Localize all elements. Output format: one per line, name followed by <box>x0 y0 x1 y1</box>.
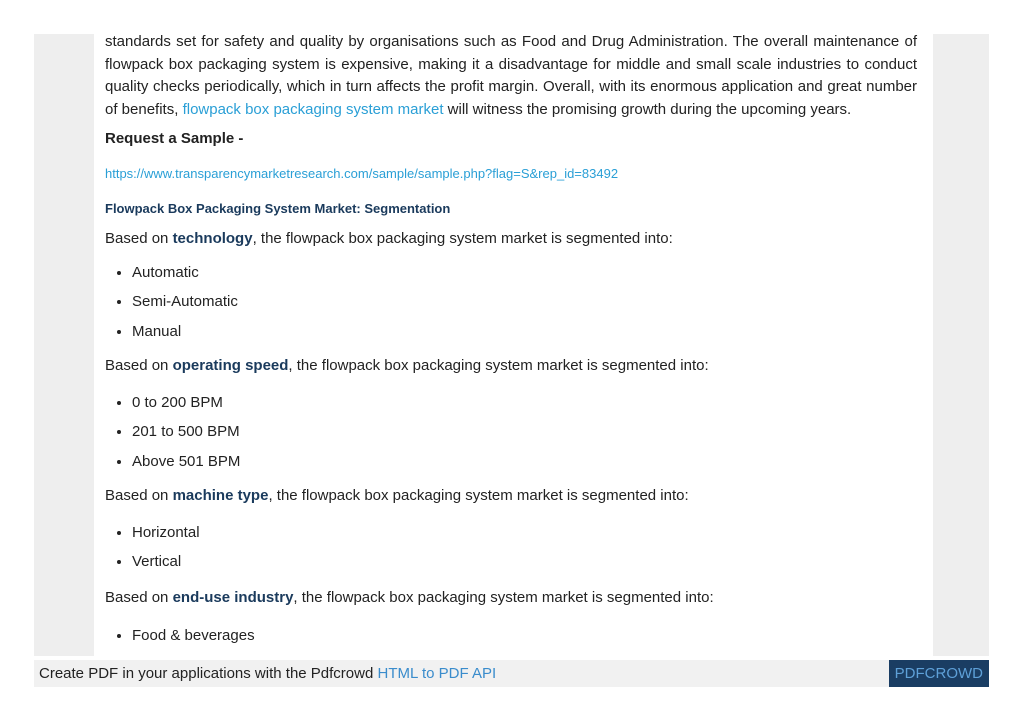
footer-caption: Create PDF in your applications with the Pdfcrowd <box>39 665 378 682</box>
intro-prefix: Based on <box>105 487 173 504</box>
segmentation-heading: Flowpack Box Packaging System Market: Segmentation <box>105 201 451 216</box>
segment-term: operating speed <box>172 357 289 374</box>
intro-prefix: Based on <box>105 357 173 374</box>
list-item: • Semi-Automatic <box>132 287 238 316</box>
sample-url-link[interactable]: https://www.transparencymarketresearch.com/sample/sample.php?flag=S&rep_id=83492 <box>105 166 619 181</box>
segment-intro-end-use-industry <box>105 587 714 610</box>
segment-intro-operating-speed <box>105 355 709 378</box>
market-link[interactable]: flowpack box packaging system market <box>182 100 444 118</box>
para-end: will witness the promising growth during the upcoming years. <box>443 100 852 118</box>
segment-intro-technology <box>105 228 673 251</box>
segment-term: technology <box>172 230 253 247</box>
list-item: • 201 to 500 BPM <box>132 417 240 446</box>
operating-speed-list <box>105 388 240 476</box>
intro-suffix: , the flowpack box packaging system market is segmented into: <box>293 589 714 606</box>
list-item: • Manual <box>132 317 238 346</box>
pdfcrowd-button[interactable]: PDFCROWD <box>889 660 989 687</box>
html-to-pdf-api-link[interactable]: HTML to PDF API <box>377 665 497 682</box>
intro-suffix: , the flowpack box packaging system market is segmented into: <box>288 357 709 374</box>
list-item: • Vertical <box>132 547 200 576</box>
intro-suffix: , the flowpack box packaging system market is segmented into: <box>268 487 689 504</box>
intro-paragraph <box>105 31 917 121</box>
technology-list <box>105 258 238 346</box>
left-margin-panel <box>34 34 94 656</box>
list-item: • 0 to 200 BPM <box>132 388 240 417</box>
footer-text <box>39 665 496 682</box>
para-text: flowpack box packaging system is expensive, making it a disadvantage for middle and small scale industries to conduct quality checks periodically, which in turn affects the profit margin. Overall, with its enormous application and great number of benefits, <box>105 55 917 118</box>
end-use-industry-list <box>105 621 255 650</box>
pdf-footer-bar <box>34 660 989 687</box>
intro-prefix: Based on <box>105 230 173 247</box>
request-sample-label: Request a Sample - <box>105 130 244 147</box>
segment-term: machine type <box>172 487 269 504</box>
list-item: • Above 501 BPM <box>132 447 240 476</box>
intro-suffix: , the flowpack box packaging system market is segmented into: <box>252 230 673 247</box>
list-item: • Food & beverages <box>132 621 255 650</box>
intro-prefix: Based on <box>105 589 173 606</box>
article-content <box>94 0 933 656</box>
segment-intro-machine-type <box>105 485 689 508</box>
list-item: • Horizontal <box>132 518 200 547</box>
list-item: • Automatic <box>132 258 238 287</box>
machine-type-list <box>105 518 200 577</box>
segment-term: end-use industry <box>172 589 294 606</box>
right-margin-panel <box>933 34 989 656</box>
para-first-line: standards set for safety and quality by organisations such as Food and Drug Administration. The overall maintenance of <box>105 33 917 50</box>
